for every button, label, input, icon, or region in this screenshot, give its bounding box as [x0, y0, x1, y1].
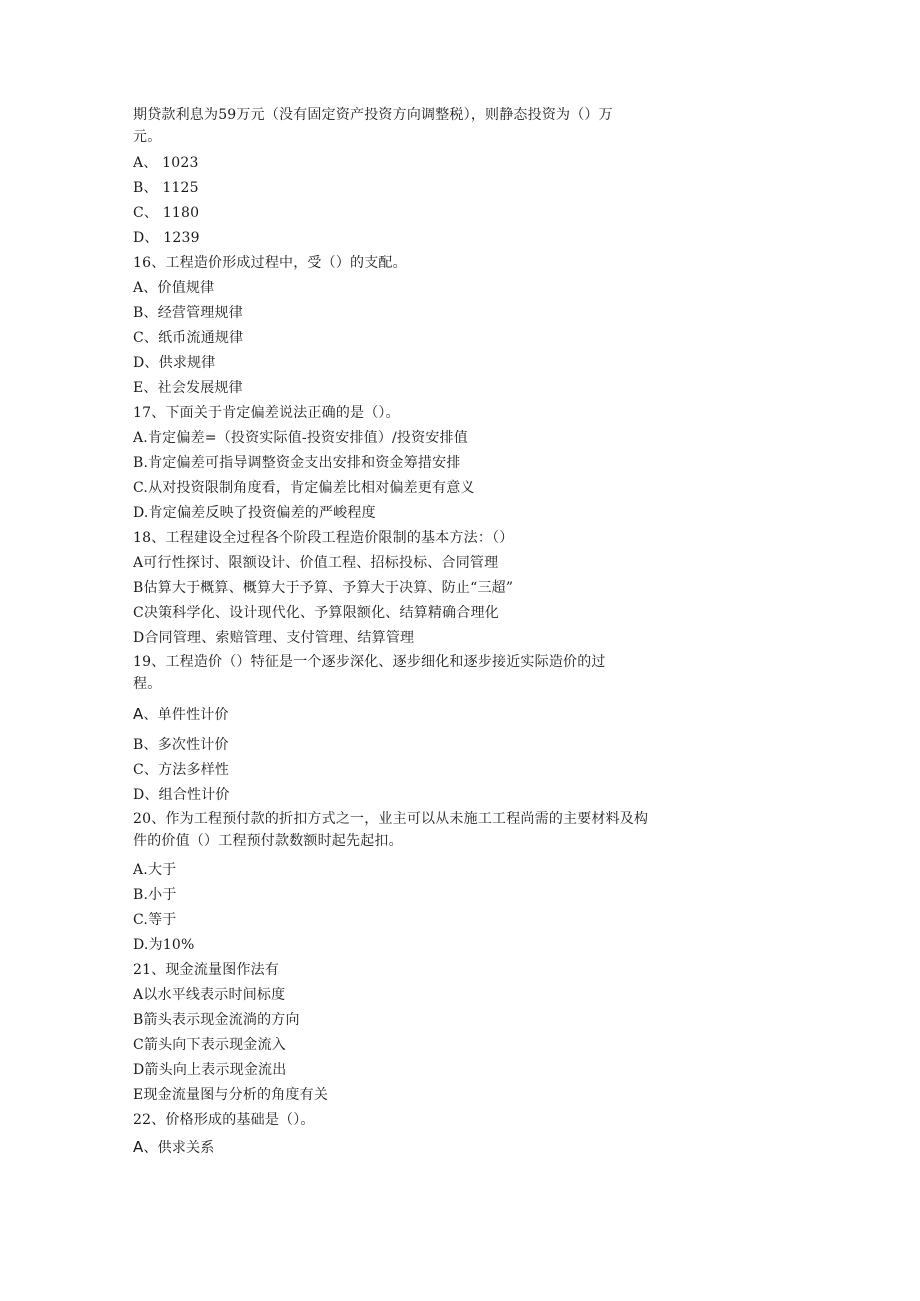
q20-option-b: B.小于	[133, 887, 177, 903]
q18-option-c: C决策科学化、设计现代化、予算限额化、结算精确合理化	[133, 605, 499, 621]
q18-option-a: A可行性探讨、限额设计、价值工程、招标投标、合同管理	[133, 555, 499, 571]
q16-stem: 16、工程造价形成过程中，受（）的支配。	[133, 255, 407, 271]
q17-stem: 17、下面关于肯定偏差说法正确的是（）。	[133, 405, 400, 421]
q22-option-a-text: 、供求关系	[143, 1140, 215, 1156]
q19-stem-line1: 19、工程造价（）特征是一个逐步深化、逐步细化和逐步接近实际造价的过	[133, 654, 606, 670]
q19-option-a-letter: A	[133, 705, 144, 723]
q18-option-d: D合同管理、索赔管理、支付管理、结算管理	[133, 630, 415, 646]
q21-option-a: A以水平线表示时间标度	[133, 987, 286, 1003]
q19-option-a-text: 、单件性计价	[143, 707, 229, 723]
q15-option-d: D、 1239	[133, 230, 200, 246]
q19-stem-line2: 程。	[133, 676, 162, 692]
q18-option-b: B估算大于概算、概算大于予算、予算大于决算、防止“三超”	[133, 580, 514, 596]
q20-option-c: C.等于	[133, 912, 177, 928]
q15-stem-line1: 期贷款利息为59万元（没有固定资产投资方向调整税），则静态投资为（）万	[133, 107, 613, 123]
q16-option-c: C、纸币流通规律	[133, 330, 244, 346]
q18-stem: 18、工程建设全过程各个阶段工程造价限制的基本方法：（）	[133, 530, 514, 546]
q16-option-e: E、社会发展规律	[133, 380, 243, 396]
document-body	[133, 104, 693, 1160]
q22-option-a	[133, 1135, 693, 1160]
q17-option-c: C.从对投资限制角度看，肯定偏差比相对偏差更有意义	[133, 480, 475, 496]
q16-option-a: A、价值规律	[133, 280, 215, 296]
q21-option-b: B箭头表示现金流淌的方向	[133, 1012, 300, 1028]
q19-option-d: D、组合性计价	[133, 787, 230, 803]
q20-stem-line1: 20、作为工程预付款的折扣方式之一，业主可以从未施工工程尚需的主要材料及构	[133, 811, 649, 827]
q19-option-b: B、多次性计价	[133, 737, 229, 753]
q19-option-a	[133, 702, 693, 727]
q22-stem: 22、价格形成的基础是（）。	[133, 1112, 315, 1128]
q21-option-c: C箭头向下表示现金流入	[133, 1037, 286, 1053]
q15-option-b: B、 1125	[133, 180, 199, 196]
q19-option-c: C、方法多样性	[133, 762, 230, 778]
q16-option-d: D、供求规律	[133, 355, 216, 371]
q15-stem-line2: 元。	[133, 129, 162, 145]
q21-stem: 21、现金流量图作法有	[133, 962, 280, 978]
q21-option-d: D箭头向上表示现金流出	[133, 1062, 287, 1078]
q15-option-c: C、 1180	[133, 205, 200, 221]
q21-option-e: E现金流量图与分析的角度有关	[133, 1087, 329, 1103]
q20-stem-line2: 件的价值（）工程预付款数额时起先起扣。	[133, 833, 403, 849]
q17-option-d: D.肯定偏差反映了投资偏差的严峻程度	[133, 505, 376, 521]
q17-option-a: A.肯定偏差=（投资实际值-投资安排值）/投资安排值	[133, 430, 468, 446]
q15-option-a: A、 1023	[133, 155, 199, 171]
q22-option-a-letter: A	[133, 1138, 144, 1156]
q16-option-b: B、经营管理规律	[133, 305, 243, 321]
q20-option-d: D.为10%	[133, 937, 195, 953]
q17-option-b: B.肯定偏差可指导调整资金支出安排和资金筹措安排	[133, 455, 461, 471]
q20-option-a: A.大于	[133, 862, 177, 878]
